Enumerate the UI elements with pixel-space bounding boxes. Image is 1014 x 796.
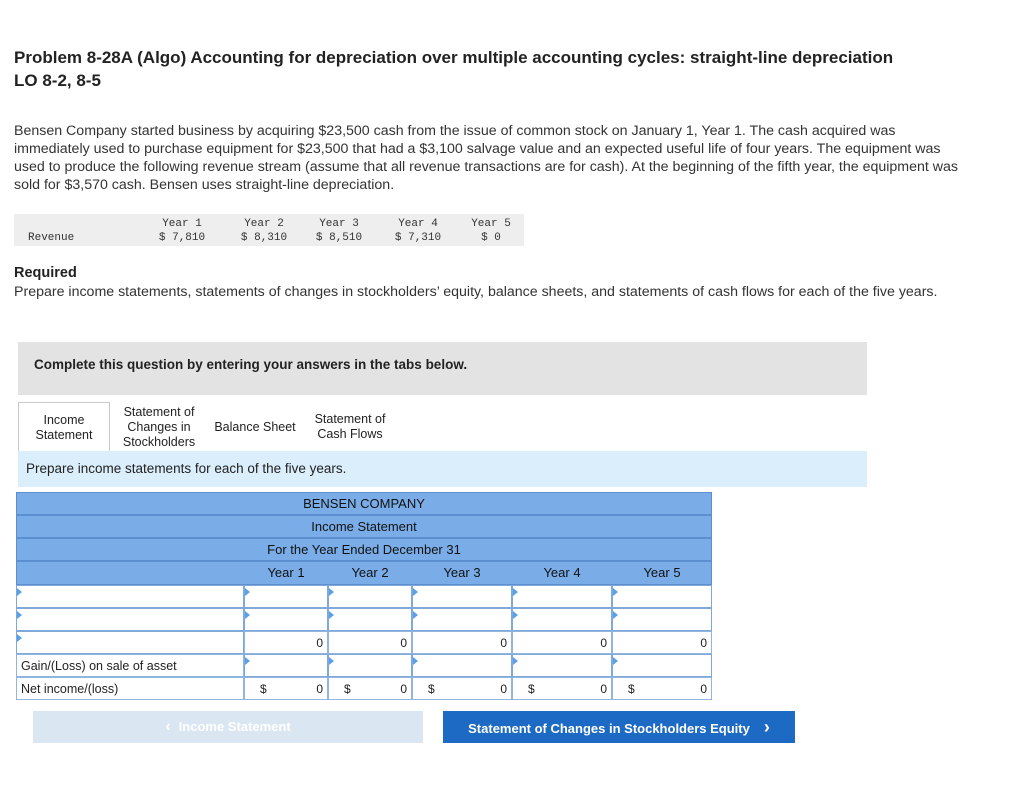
tab-cash-flows[interactable]: Statement of Cash Flows <box>314 412 386 441</box>
tab-income-statement[interactable]: Income Statement <box>18 402 110 452</box>
account-select[interactable] <box>16 631 244 654</box>
gain-loss-label-cell: Gain/(Loss) on sale of asset <box>16 654 244 677</box>
complete-banner-text: Complete this question by entering your answers in the tabs below. <box>34 357 468 372</box>
revenue-row-label: Revenue <box>28 232 75 244</box>
chevron-right-icon: › <box>763 717 770 737</box>
required-heading: Required <box>14 265 77 281</box>
table-row-subtotal <box>16 631 712 654</box>
net-income-cell: $ 0 <box>412 677 512 700</box>
amount-input[interactable] <box>244 585 328 608</box>
gain-loss-input[interactable] <box>328 654 412 677</box>
amount-input[interactable] <box>328 585 412 608</box>
statement-name: Income Statement <box>16 515 712 538</box>
year-header-3: Year 3 <box>443 565 481 580</box>
account-select[interactable] <box>16 585 244 608</box>
chevron-left-icon: ‹ <box>165 718 171 735</box>
year-header-4: Year 4 <box>543 565 581 580</box>
subtotal-cell: 0 <box>328 631 412 654</box>
problem-intro: Bensen Company started business by acquiring $23,500 cash from the issue of common stock on January 1, Year 1. The cash acquired was immediately used to purchase equipment for $23,500 that had a $3,100 salvage value and an expected useful life of four years. The equipment was used to produce the following revenue stream (assume that all revenue transactions are for cash). At the beginning of the fifth year, the equipment was sold for $3,570 cash. Bensen uses straight-line depreciation. <box>14 123 959 193</box>
revenue-col-year-2: Year 2 $ 8,310 <box>240 218 288 244</box>
year-header-1: Year 1 <box>267 565 305 580</box>
amount-input[interactable] <box>512 608 612 631</box>
revenue-col-year-5: Year 5 $ 0 <box>471 218 511 244</box>
revenue-col-year-3: Year 3 $ 8,510 <box>315 218 363 244</box>
gain-loss-input[interactable] <box>512 654 612 677</box>
net-income-cell: $ 0 <box>612 677 712 700</box>
subtotal-cell: 0 <box>512 631 612 654</box>
tab-balance-sheet[interactable]: Balance Sheet <box>214 419 296 434</box>
amount-input[interactable] <box>328 608 412 631</box>
subtotal-cell: 0 <box>412 631 512 654</box>
table-row-net-income <box>16 677 712 700</box>
gain-loss-input[interactable] <box>244 654 328 677</box>
table-row-gain-loss <box>16 654 712 677</box>
complete-banner <box>18 342 867 395</box>
revenue-col-year-1: Year 1 $ 7,810 <box>158 218 206 244</box>
net-income-cell: $ 0 <box>244 677 328 700</box>
tab-instruction: Prepare income statements for each of the five years. <box>18 451 867 487</box>
gain-loss-input[interactable] <box>412 654 512 677</box>
net-income-label-cell: Net income/(loss) <box>16 677 244 700</box>
net-income-cell: $ 0 <box>328 677 412 700</box>
table-row <box>16 585 712 608</box>
year-header-5: Year 5 <box>643 565 681 580</box>
subtotal-cell: 0 <box>612 631 712 654</box>
net-income-cell: $ 0 <box>512 677 612 700</box>
year-header-2: Year 2 <box>351 565 389 580</box>
revenue-table <box>14 214 524 246</box>
revenue-col-year-4: Year 4 $ 7,310 <box>394 218 442 244</box>
subtotal-cell: 0 <box>244 631 328 654</box>
amount-input[interactable] <box>412 608 512 631</box>
tab-changes-in-stockholders[interactable]: Statement of Changes in Stockholders <box>122 404 196 449</box>
statement-period: For the Year Ended December 31 <box>16 538 712 561</box>
amount-input[interactable] <box>612 585 712 608</box>
amount-input[interactable] <box>612 608 712 631</box>
statement-company: BENSEN COMPANY <box>16 492 712 515</box>
problem-title: Problem 8-28A (Algo) Accounting for depreciation over multiple accounting cycles: straight-line depreciation LO 8-2, 8-5 <box>14 48 894 90</box>
gain-loss-input[interactable] <box>612 654 712 677</box>
amount-input[interactable] <box>512 585 612 608</box>
amount-input[interactable] <box>244 608 328 631</box>
prev-tab-button[interactable]: ‹ Income Statement <box>33 711 423 743</box>
next-tab-button[interactable]: Statement of Changes in Stockholders Equity › <box>443 711 795 743</box>
account-select[interactable] <box>16 608 244 631</box>
table-row <box>16 608 712 631</box>
amount-input[interactable] <box>412 585 512 608</box>
required-text: Prepare income statements, statements of changes in stockholders’ equity, balance sheets, and statements of cash flows for each of the five years. <box>14 284 938 300</box>
